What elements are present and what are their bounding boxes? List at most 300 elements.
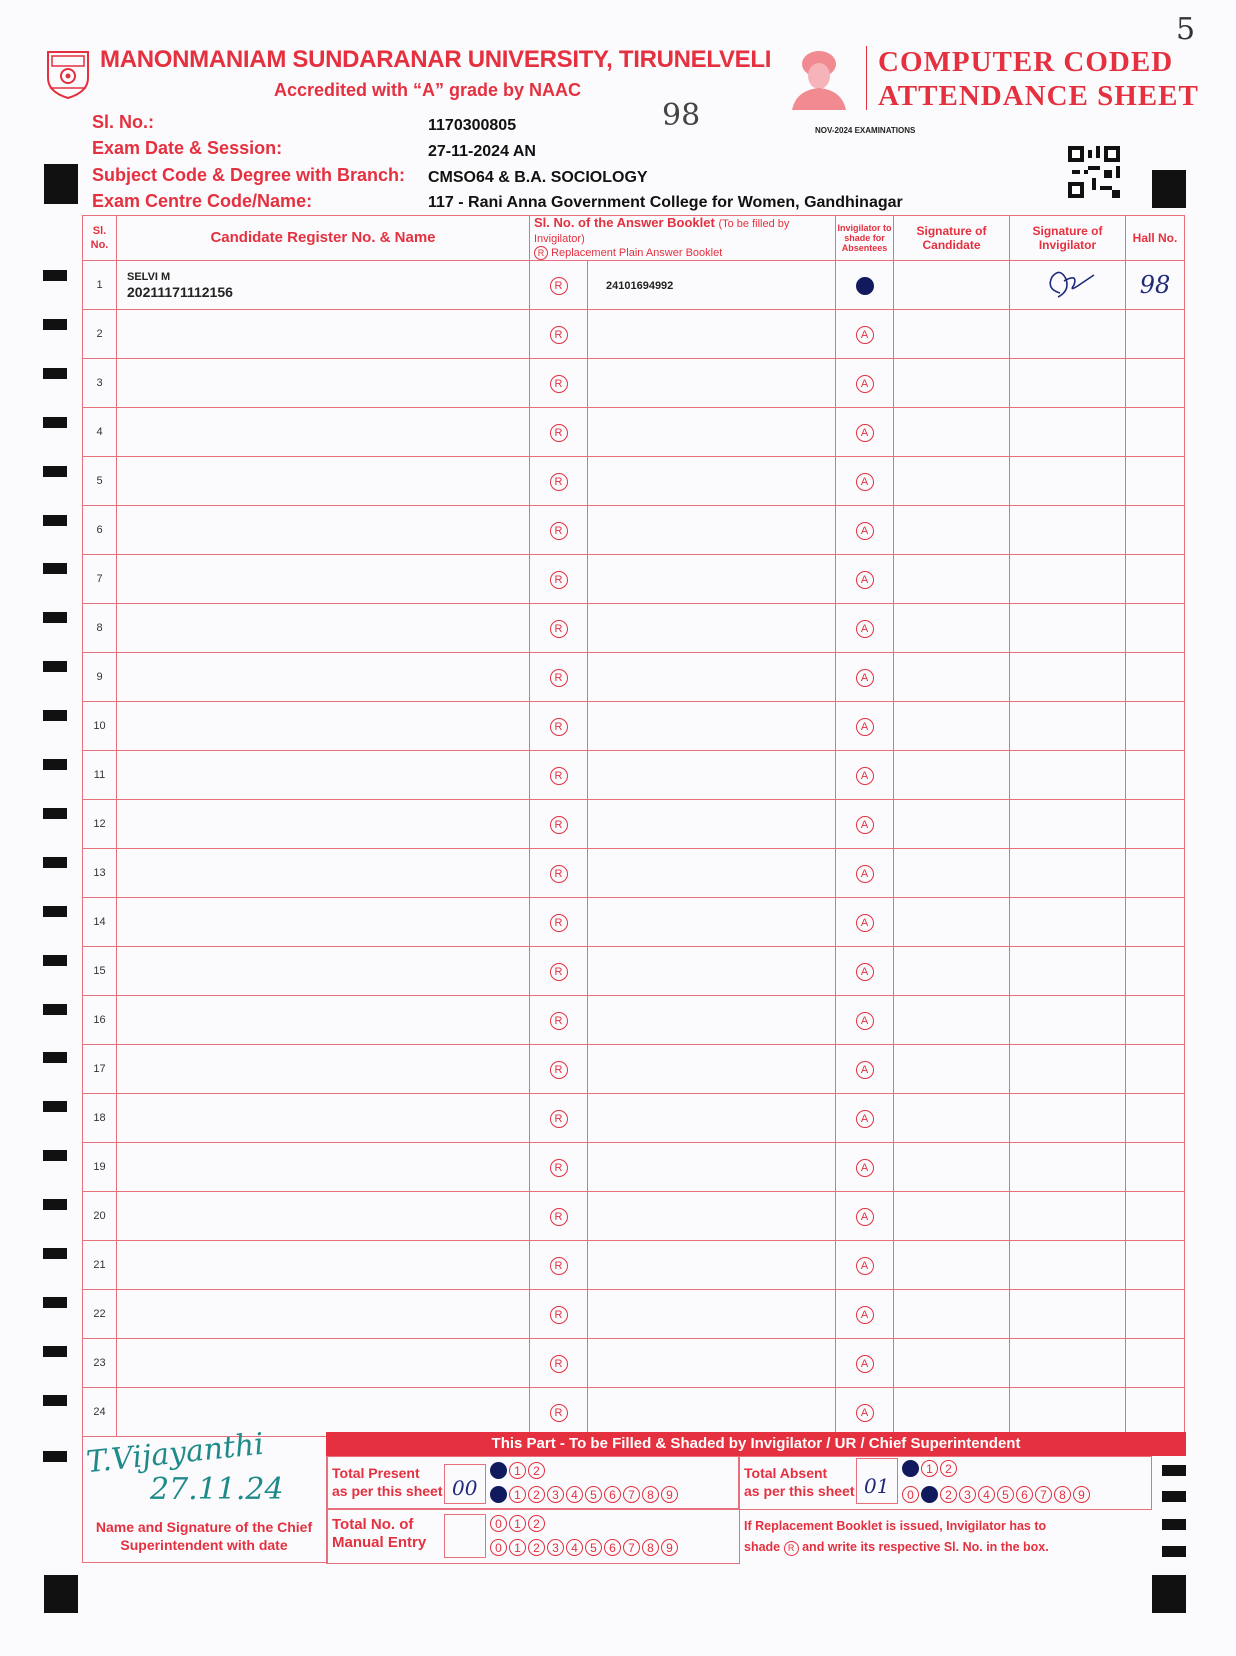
header-candidate: Candidate Register No. & Name <box>117 216 530 261</box>
timing-mark-left <box>43 955 67 966</box>
digit-bubble-1[interactable]: 1 <box>509 1515 526 1532</box>
booklet-cell[interactable] <box>588 1192 836 1241</box>
booklet-cell[interactable] <box>588 1290 836 1339</box>
timing-mark-left <box>43 1199 67 1210</box>
booklet-cell[interactable] <box>588 947 836 996</box>
invigilator-signature-cell[interactable] <box>1010 359 1126 408</box>
attendance-table <box>82 215 1185 1437</box>
candidate-signature-cell[interactable] <box>894 1290 1010 1339</box>
timing-mark-right <box>1162 1546 1186 1557</box>
absent-cell[interactable] <box>836 457 894 506</box>
timing-mark-left <box>43 1346 67 1357</box>
absent-cell[interactable] <box>836 1241 894 1290</box>
absent-cell[interactable] <box>836 996 894 1045</box>
total-absent-label: Total Absent as per this sheet <box>744 1465 855 1499</box>
replacement-cell[interactable] <box>530 898 588 947</box>
absent-cell[interactable] <box>836 408 894 457</box>
candidate-signature-cell[interactable] <box>894 849 1010 898</box>
absent-bubble-icon[interactable]: A <box>856 1404 874 1422</box>
invigilator-signature-cell[interactable] <box>1010 1388 1126 1437</box>
invigilator-signature-cell[interactable] <box>1010 408 1126 457</box>
invigilator-signature-cell[interactable] <box>1010 702 1126 751</box>
absent-bubble-icon[interactable]: A <box>856 865 874 883</box>
hall-no-cell[interactable] <box>1126 261 1185 310</box>
booklet-cell[interactable] <box>588 1339 836 1388</box>
digit-bubble-5[interactable]: 5 <box>585 1486 602 1503</box>
invigilator-signature-cell[interactable] <box>1010 1045 1126 1094</box>
timing-mark-left <box>43 368 67 379</box>
hall-no-cell[interactable] <box>1126 1388 1185 1437</box>
booklet-cell[interactable] <box>588 800 836 849</box>
chief-signature-date: 27.11.24 <box>150 1472 284 1507</box>
hall-no-cell[interactable] <box>1126 1192 1185 1241</box>
replacement-cell[interactable] <box>530 604 588 653</box>
invigilator-signature-cell[interactable] <box>1010 310 1126 359</box>
candidate-cell <box>117 1143 530 1192</box>
absent-bubble-icon[interactable]: A <box>856 326 874 344</box>
candidate-cell <box>117 457 530 506</box>
invigilator-signature-cell[interactable] <box>1010 1290 1126 1339</box>
absent-cell[interactable] <box>836 1094 894 1143</box>
invigilator-signature-cell[interactable] <box>1010 506 1126 555</box>
absent-cell[interactable] <box>836 1045 894 1094</box>
manual-entry-value-box[interactable] <box>444 1514 486 1558</box>
absent-bubble-icon[interactable]: A <box>856 1061 874 1079</box>
corner-mark-bottom-left <box>44 1575 78 1613</box>
hall-no-cell[interactable] <box>1126 751 1185 800</box>
row-sl-no: 9 <box>83 653 117 702</box>
candidate-signature-cell[interactable] <box>894 1192 1010 1241</box>
candidate-signature-cell[interactable] <box>894 261 1010 310</box>
row-sl-no: 17 <box>83 1045 117 1094</box>
replacement-cell[interactable] <box>530 947 588 996</box>
timing-mark-left <box>43 808 67 819</box>
timing-mark-left <box>43 759 67 770</box>
absent-bubble-icon[interactable]: A <box>856 718 874 736</box>
hall-no-cell[interactable] <box>1126 702 1185 751</box>
digit-bubble-9[interactable]: 9 <box>661 1539 678 1556</box>
corner-mark-bottom-right <box>1152 1575 1186 1613</box>
absent-bubble-icon[interactable]: A <box>856 1012 874 1030</box>
booklet-cell[interactable] <box>588 1094 836 1143</box>
booklet-cell[interactable] <box>588 457 836 506</box>
row-sl-no: 18 <box>83 1094 117 1143</box>
hall-no-cell[interactable] <box>1126 310 1185 359</box>
replacement-cell[interactable] <box>530 1388 588 1437</box>
absent-cell[interactable] <box>836 1143 894 1192</box>
absent-cell[interactable] <box>836 653 894 702</box>
candidate-signature-cell[interactable] <box>894 555 1010 604</box>
digit-bubble-4[interactable]: 4 <box>978 1486 995 1503</box>
absent-cell[interactable] <box>836 604 894 653</box>
absent-cell[interactable] <box>836 947 894 996</box>
header-invigilator-shade: Invigilator to shade for Absentees <box>836 216 894 261</box>
digit-bubble-6[interactable]: 6 <box>604 1486 621 1503</box>
absent-bubble-icon[interactable]: A <box>856 1208 874 1226</box>
table-row <box>83 996 1185 1045</box>
invigilator-signature-cell[interactable] <box>1010 261 1126 310</box>
candidate-signature-cell[interactable] <box>894 996 1010 1045</box>
invigilator-signature-cell[interactable] <box>1010 604 1126 653</box>
booklet-cell[interactable] <box>588 751 836 800</box>
absent-bubble-icon[interactable]: A <box>856 1355 874 1373</box>
replacement-bubble-icon[interactable]: R <box>550 1061 568 1079</box>
booklet-cell[interactable] <box>588 261 836 310</box>
replacement-bubble-icon[interactable]: R <box>550 571 568 589</box>
hall-no-cell[interactable] <box>1126 604 1185 653</box>
replacement-bubble-icon[interactable]: R <box>550 767 568 785</box>
digit-bubble-9[interactable]: 9 <box>661 1486 678 1503</box>
booklet-cell[interactable] <box>588 506 836 555</box>
digit-bubble-2[interactable]: 2 <box>940 1460 957 1477</box>
absent-bubble-icon[interactable]: A <box>856 767 874 785</box>
invigilator-signature-cell[interactable] <box>1010 1143 1126 1192</box>
absent-bubble-icon[interactable]: A <box>856 620 874 638</box>
hall-no-cell[interactable] <box>1126 947 1185 996</box>
absent-cell[interactable] <box>836 1339 894 1388</box>
table-row <box>83 1192 1185 1241</box>
absent-cell[interactable] <box>836 1192 894 1241</box>
replacement-cell[interactable] <box>530 1045 588 1094</box>
absent-cell[interactable] <box>836 702 894 751</box>
replacement-cell[interactable] <box>530 1192 588 1241</box>
booklet-cell[interactable] <box>588 1045 836 1094</box>
hall-no-cell[interactable] <box>1126 653 1185 702</box>
hall-no-cell[interactable] <box>1126 555 1185 604</box>
invigilator-signature-cell[interactable] <box>1010 800 1126 849</box>
hall-no-cell[interactable] <box>1126 1143 1185 1192</box>
table-row <box>83 947 1185 996</box>
field-label-exam-date: Exam Date & Session: <box>92 138 283 158</box>
absent-cell[interactable] <box>836 800 894 849</box>
replacement-cell[interactable] <box>530 555 588 604</box>
digit-bubble-8[interactable]: 8 <box>642 1486 659 1503</box>
candidate-signature-cell[interactable] <box>894 310 1010 359</box>
candidate-signature-cell[interactable] <box>894 702 1010 751</box>
absent-bubble-icon[interactable]: A <box>856 424 874 442</box>
replacement-bubble-icon[interactable]: R <box>550 718 568 736</box>
digit-bubble-4[interactable]: 4 <box>566 1539 583 1556</box>
row-sl-no: 5 <box>83 457 117 506</box>
booklet-cell[interactable] <box>588 1143 836 1192</box>
digit-bubble-3[interactable]: 3 <box>547 1539 564 1556</box>
replacement-cell[interactable] <box>530 996 588 1045</box>
hall-no-cell[interactable] <box>1126 996 1185 1045</box>
invigilator-signature-cell[interactable] <box>1010 898 1126 947</box>
replacement-cell[interactable] <box>530 1339 588 1388</box>
row-sl-no: 8 <box>83 604 117 653</box>
digit-bubble-2[interactable]: 2 <box>528 1515 545 1532</box>
hall-no-cell[interactable] <box>1126 849 1185 898</box>
digit-bubble-2[interactable]: 2 <box>528 1486 545 1503</box>
invigilator-signature-cell[interactable] <box>1010 457 1126 506</box>
replacement-cell[interactable] <box>530 1290 588 1339</box>
header-signature-candidate: Signature of Candidate <box>894 216 1010 261</box>
replacement-bubble-icon[interactable]: R <box>550 1257 568 1275</box>
booklet-cell[interactable] <box>588 1388 836 1437</box>
timing-mark-left <box>43 563 67 574</box>
digit-bubble-7[interactable]: 7 <box>1035 1486 1052 1503</box>
absent-bubble-icon[interactable]: A <box>856 277 874 295</box>
hall-no-cell[interactable] <box>1126 1290 1185 1339</box>
booklet-cell[interactable] <box>588 604 836 653</box>
replacement-bubble-icon[interactable]: R <box>550 326 568 344</box>
digit-bubble-1[interactable]: 1 <box>509 1486 526 1503</box>
replacement-bubble-icon[interactable]: R <box>550 816 568 834</box>
accreditation: Accredited with “A” grade by NAAC <box>274 80 582 100</box>
hall-no-cell[interactable] <box>1126 1045 1185 1094</box>
booklet-cell[interactable] <box>588 310 836 359</box>
row-sl-no: 11 <box>83 751 117 800</box>
timing-mark-left <box>43 1052 67 1063</box>
invigilator-signature-cell[interactable] <box>1010 1192 1126 1241</box>
digit-bubble-3[interactable]: 3 <box>959 1486 976 1503</box>
absent-cell[interactable] <box>836 1290 894 1339</box>
total-present-label: Total Present as per this sheet <box>332 1465 443 1499</box>
candidate-signature-cell[interactable] <box>894 1339 1010 1388</box>
candidate-cell <box>117 1388 530 1437</box>
candidate-signature-cell[interactable] <box>894 751 1010 800</box>
absent-cell[interactable] <box>836 898 894 947</box>
candidate-signature-cell[interactable] <box>894 898 1010 947</box>
table-row <box>83 849 1185 898</box>
replacement-cell[interactable] <box>530 408 588 457</box>
row-sl-no: 16 <box>83 996 117 1045</box>
replacement-bubble-icon[interactable]: R <box>550 963 568 981</box>
digit-bubble-0[interactable]: 0 <box>490 1515 507 1532</box>
hall-no-cell[interactable] <box>1126 359 1185 408</box>
absent-bubble-icon[interactable]: A <box>856 1306 874 1324</box>
row-sl-no: 22 <box>83 1290 117 1339</box>
candidate-signature-cell[interactable] <box>894 1094 1010 1143</box>
replacement-bubble-icon[interactable]: R <box>550 1306 568 1324</box>
absent-bubble-icon[interactable]: A <box>856 473 874 491</box>
booklet-cell[interactable] <box>588 996 836 1045</box>
hall-no-cell[interactable] <box>1126 898 1185 947</box>
replacement-bubble-icon[interactable]: R <box>550 375 568 393</box>
hall-no-cell[interactable] <box>1126 1339 1185 1388</box>
absent-cell[interactable] <box>836 506 894 555</box>
candidate-signature-cell[interactable] <box>894 408 1010 457</box>
replacement-symbol-icon: R <box>534 246 548 260</box>
invigilator-signature-cell[interactable] <box>1010 1339 1126 1388</box>
replacement-cell[interactable] <box>530 261 588 310</box>
invigilator-signature-cell[interactable] <box>1010 1094 1126 1143</box>
manual-entry-tens-bubbles <box>490 1515 547 1533</box>
absent-bubble-icon[interactable]: A <box>856 375 874 393</box>
replacement-cell[interactable] <box>530 506 588 555</box>
replacement-cell[interactable] <box>530 1094 588 1143</box>
digit-bubble-1[interactable]: 1 <box>921 1460 938 1477</box>
timing-mark-left <box>43 417 67 428</box>
hall-no-cell[interactable] <box>1126 506 1185 555</box>
candidate-signature-cell[interactable] <box>894 800 1010 849</box>
page-number: 5 <box>1176 12 1196 47</box>
field-value-subject: CMSO64 & B.A. SOCIOLOGY <box>428 169 648 186</box>
hall-no-cell[interactable] <box>1126 800 1185 849</box>
replacement-cell[interactable] <box>530 849 588 898</box>
table-row <box>83 1290 1185 1339</box>
replacement-bubble-icon[interactable]: R <box>550 1208 568 1226</box>
digit-bubble-0[interactable]: 0 <box>902 1486 919 1503</box>
invigilator-signature-cell[interactable] <box>1010 849 1126 898</box>
candidate-cell <box>117 1192 530 1241</box>
hall-note-handwritten: 98 <box>662 98 701 133</box>
hall-no-handwritten: 98 <box>1139 271 1171 299</box>
absent-bubble-icon[interactable]: A <box>856 1257 874 1275</box>
candidate-signature-cell[interactable] <box>894 1241 1010 1290</box>
replacement-cell[interactable] <box>530 751 588 800</box>
invigilator-signature-cell[interactable] <box>1010 947 1126 996</box>
digit-bubble-7[interactable]: 7 <box>623 1486 640 1503</box>
candidate-cell <box>117 1045 530 1094</box>
replacement-bubble-icon[interactable]: R <box>550 473 568 491</box>
replacement-bubble-icon[interactable]: R <box>550 1110 568 1128</box>
total-present-units-bubbles <box>490 1486 680 1504</box>
replacement-cell[interactable] <box>530 1143 588 1192</box>
booklet-cell[interactable] <box>588 849 836 898</box>
timing-mark-left <box>43 1451 67 1462</box>
invigilator-signature-cell[interactable] <box>1010 653 1126 702</box>
digit-bubble-0[interactable]: 0 <box>490 1462 507 1479</box>
absent-cell[interactable] <box>836 359 894 408</box>
digit-bubble-1[interactable]: 1 <box>509 1539 526 1556</box>
table-row <box>83 800 1185 849</box>
absent-bubble-icon[interactable]: A <box>856 963 874 981</box>
invigilator-signature-cell[interactable] <box>1010 555 1126 604</box>
row-sl-no: 13 <box>83 849 117 898</box>
digit-bubble-1[interactable]: 1 <box>509 1462 526 1479</box>
candidate-signature-cell[interactable] <box>894 457 1010 506</box>
hall-no-cell[interactable] <box>1126 1094 1185 1143</box>
replacement-cell[interactable] <box>530 702 588 751</box>
replacement-bubble-icon[interactable]: R <box>550 1012 568 1030</box>
row-sl-no: 2 <box>83 310 117 359</box>
corner-mark-top-left <box>44 164 78 204</box>
digit-bubble-2[interactable]: 2 <box>528 1539 545 1556</box>
booklet-cell[interactable] <box>588 702 836 751</box>
digit-bubble-1[interactable]: 1 <box>921 1486 938 1503</box>
hall-no-cell[interactable] <box>1126 408 1185 457</box>
replacement-bubble-icon[interactable]: R <box>550 914 568 932</box>
digit-bubble-6[interactable]: 6 <box>604 1539 621 1556</box>
bottom-banner-text: This Part - To be Filled & Shaded by Invigilator / UR / Chief Superintendent <box>491 1435 1021 1452</box>
candidate-signature-cell[interactable] <box>894 1143 1010 1192</box>
invigilator-signature-cell[interactable] <box>1010 996 1126 1045</box>
candidate-signature-cell[interactable] <box>894 359 1010 408</box>
absent-cell[interactable] <box>836 310 894 359</box>
qr-code <box>1068 146 1120 198</box>
invigilator-signature-cell[interactable] <box>1010 1241 1126 1290</box>
total-absent-units-bubbles <box>902 1486 1092 1504</box>
digit-bubble-2[interactable]: 2 <box>940 1486 957 1503</box>
candidate-cell <box>117 751 530 800</box>
replacement-bubble-icon[interactable]: R <box>550 277 568 295</box>
replacement-bubble-icon[interactable]: R <box>550 865 568 883</box>
digit-bubble-0[interactable]: 0 <box>490 1486 507 1503</box>
candidate-cell <box>117 359 530 408</box>
candidate-signature-cell[interactable] <box>894 604 1010 653</box>
digit-bubble-0[interactable]: 0 <box>902 1460 919 1477</box>
digit-bubble-0[interactable]: 0 <box>490 1539 507 1556</box>
timing-mark-left <box>43 1297 67 1308</box>
exam-session-label: NOV-2024 EXAMINATIONS <box>815 126 916 135</box>
hall-no-cell[interactable] <box>1126 457 1185 506</box>
digit-bubble-8[interactable]: 8 <box>1054 1486 1071 1503</box>
booklet-cell[interactable] <box>588 359 836 408</box>
table-row <box>83 261 1185 310</box>
booklet-cell[interactable] <box>588 408 836 457</box>
digit-bubble-6[interactable]: 6 <box>1016 1486 1033 1503</box>
absent-bubble-icon[interactable]: A <box>856 522 874 540</box>
digit-bubble-5[interactable]: 5 <box>585 1539 602 1556</box>
replacement-cell[interactable] <box>530 800 588 849</box>
replacement-cell[interactable] <box>530 457 588 506</box>
invigilator-signature-cell[interactable] <box>1010 751 1126 800</box>
digit-bubble-4[interactable]: 4 <box>566 1486 583 1503</box>
digit-bubble-9[interactable]: 9 <box>1073 1486 1090 1503</box>
field-value-sl-no: 1170300805 <box>428 117 517 134</box>
chief-signature-name: T.Vijayanthi <box>84 1426 266 1481</box>
replacement-bubble-icon[interactable]: R <box>550 522 568 540</box>
absent-bubble-icon[interactable]: A <box>856 1110 874 1128</box>
absent-bubble-icon[interactable]: A <box>856 816 874 834</box>
replacement-bubble-icon[interactable]: R <box>550 1404 568 1422</box>
replacement-cell[interactable] <box>530 359 588 408</box>
absent-bubble-icon[interactable]: A <box>856 571 874 589</box>
replacement-cell[interactable] <box>530 653 588 702</box>
portrait-image <box>786 44 852 110</box>
candidate-signature-cell[interactable] <box>894 653 1010 702</box>
absent-cell[interactable] <box>836 1388 894 1437</box>
booklet-cell[interactable] <box>588 1241 836 1290</box>
table-row <box>83 1339 1185 1388</box>
digit-bubble-8[interactable]: 8 <box>642 1539 659 1556</box>
absent-cell[interactable] <box>836 751 894 800</box>
candidate-signature-cell[interactable] <box>894 506 1010 555</box>
candidate-cell <box>117 310 530 359</box>
candidate-signature-cell[interactable] <box>894 947 1010 996</box>
hall-no-cell[interactable] <box>1126 1241 1185 1290</box>
digit-bubble-2[interactable]: 2 <box>528 1462 545 1479</box>
absent-cell[interactable] <box>836 849 894 898</box>
absent-bubble-icon[interactable]: A <box>856 669 874 687</box>
absent-cell[interactable] <box>836 261 894 310</box>
total-present-value: 00 <box>452 1476 478 1500</box>
replacement-bubble-icon[interactable]: R <box>550 620 568 638</box>
booklet-cell[interactable] <box>588 653 836 702</box>
replacement-bubble-icon[interactable]: R <box>550 424 568 442</box>
candidate-signature-cell[interactable] <box>894 1045 1010 1094</box>
table-row <box>83 751 1185 800</box>
digit-bubble-5[interactable]: 5 <box>997 1486 1014 1503</box>
replacement-cell[interactable] <box>530 310 588 359</box>
replacement-bubble-icon[interactable]: R <box>550 1159 568 1177</box>
replacement-bubble-icon[interactable]: R <box>550 1355 568 1373</box>
absent-bubble-icon[interactable]: A <box>856 914 874 932</box>
digit-bubble-7[interactable]: 7 <box>623 1539 640 1556</box>
candidate-signature-cell[interactable] <box>894 1388 1010 1437</box>
row-sl-no: 24 <box>83 1388 117 1437</box>
booklet-cell[interactable] <box>588 898 836 947</box>
absent-cell[interactable] <box>836 555 894 604</box>
absent-bubble-icon[interactable]: A <box>856 1159 874 1177</box>
digit-bubble-3[interactable]: 3 <box>547 1486 564 1503</box>
booklet-cell[interactable] <box>588 555 836 604</box>
replacement-bubble-icon[interactable]: R <box>550 669 568 687</box>
replacement-cell[interactable] <box>530 1241 588 1290</box>
timing-mark-right <box>1162 1491 1186 1502</box>
